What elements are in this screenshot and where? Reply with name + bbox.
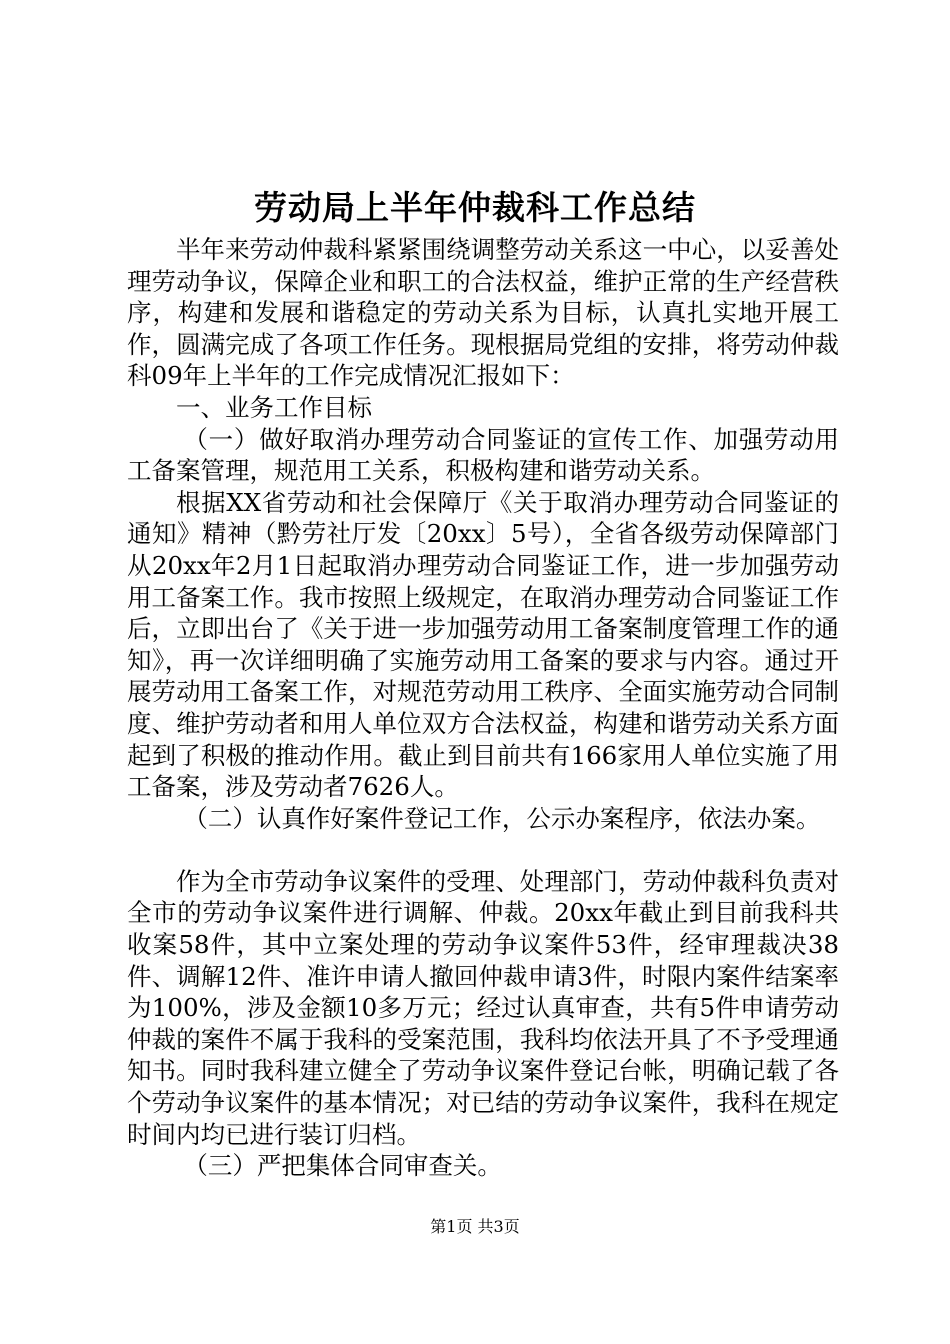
subsection-heading-3: （三）严把集体合同审查关。	[183, 1151, 502, 1181]
document-body	[127, 234, 839, 1182]
page-footer: 第1页 共3页	[430, 1217, 520, 1236]
document-title: 劳动局上半年仲裁科工作总结	[254, 188, 696, 227]
subsection-heading-1: （一）做好取消办理劳动合同鉴证的宣传工作、加强劳动用工备案管理，规范用工关系，积极构建和谐劳动关系。	[127, 424, 839, 486]
body-paragraph-1: 根据XX省劳动和社会保障厅《关于取消办理劳动合同鉴证的通知》精神（黔劳社厅发〔20xx〕5号），全省各级劳动保障部门从20xx年2月1日起取消办理劳动合同鉴证工作，进一步加强劳动用工备案工作。我市按照上级规定，在取消办理劳动合同鉴证工作后，立即出台了《关于进一步加强劳动用工备案制度管理工作的通知》，再一次详细明确了实施劳动用工备案的要求与内容。通过开展劳动用工备案工作，对规范劳动用工秩序、全面实施劳动合同制度、维护劳动者和用人单位双方合法权益，构建和谐劳动关系方面起到了积极的推动作用。截止到目前共有166家用人单位实施了用工备案，涉及劳动者7626人。	[127, 487, 839, 802]
intro-paragraph: 半年来劳动仲裁科紧紧围绕调整劳动关系这一中心，以妥善处理劳动争议，保障企业和职工的合法权益，维护正常的生产经营秩序，构建和发展和谐稳定的劳动关系为目标，认真扎实地开展工作，圆满完成了各项工作任务。现根据局党组的安排，将劳动仲裁科09年上半年的工作完成情况汇报如下：	[127, 235, 839, 391]
body-paragraph-2: 作为全市劳动争议案件的受理、处理部门，劳动仲裁科负责对全市的劳动争议案件进行调解、仲裁。20xx年截止到目前我科共收案58件，其中立案处理的劳动争议案件53件，经审理裁决38件、调解12件、准许申请人撤回仲裁申请3件，时限内案件结案率为100%，涉及金额10多万元；经过认真审查，共有5件申请劳动仲裁的案件不属于我科的受案范围，我科均依法开具了不予受理通知书。同时我科建立健全了劳动争议案件登记台帐，明确记载了各个劳动争议案件的基本情况；对已结的劳动争议案件，我科在规定时间内均已进行装订归档。	[127, 866, 839, 1149]
section-heading: 一、业务工作目标	[176, 392, 372, 422]
subsection-heading-2: （二）认真作好案件登记工作，公示办案程序，依法办案。	[183, 803, 821, 833]
blank-line	[127, 834, 839, 866]
